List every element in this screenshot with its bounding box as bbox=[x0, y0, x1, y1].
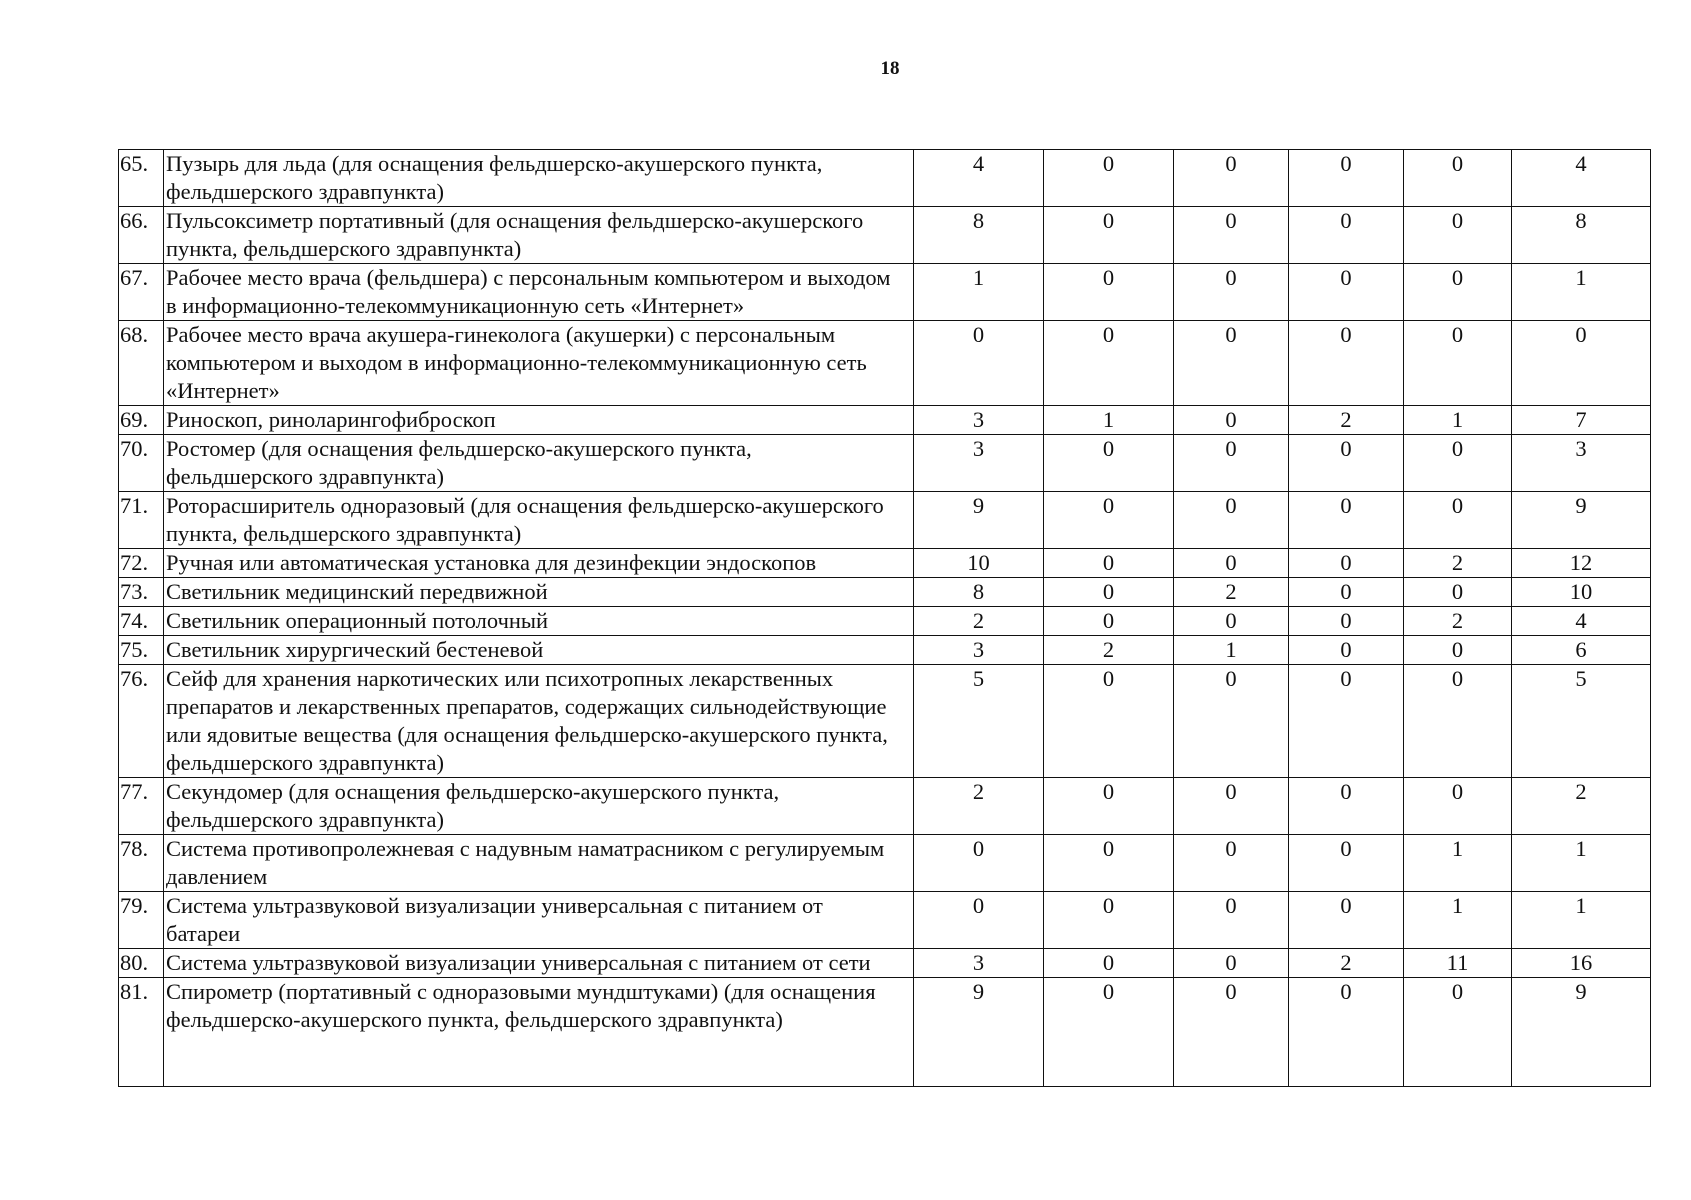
quantity-cell-5: 1 bbox=[1404, 835, 1512, 892]
equipment-name: Светильник операционный потолочный bbox=[164, 607, 914, 636]
equipment-name: Пузырь для льда (для оснащения фельдшерско-акушерского пункта, фельдшерского здравпункта) bbox=[164, 150, 914, 207]
quantity-cell-5: 0 bbox=[1404, 578, 1512, 607]
quantity-cell-2: 0 bbox=[1044, 835, 1174, 892]
quantity-cell-4: 0 bbox=[1289, 636, 1404, 665]
quantity-cell-3: 0 bbox=[1174, 150, 1289, 207]
quantity-cell-2: 0 bbox=[1044, 778, 1174, 835]
quantity-cell-3: 0 bbox=[1174, 207, 1289, 264]
quantity-cell-2: 0 bbox=[1044, 578, 1174, 607]
quantity-cell-1: 0 bbox=[914, 835, 1044, 892]
table-row bbox=[119, 578, 1651, 607]
quantity-cell-6: 9 bbox=[1512, 492, 1651, 549]
quantity-cell-2: 0 bbox=[1044, 892, 1174, 949]
equipment-table-body bbox=[119, 150, 1651, 1087]
quantity-cell-5: 0 bbox=[1404, 665, 1512, 778]
equipment-name: Светильник медицинский передвижной bbox=[164, 578, 914, 607]
table-row bbox=[119, 949, 1651, 978]
equipment-name: Ростомер (для оснащения фельдшерско-акушерского пункта, фельдшерского здравпункта) bbox=[164, 435, 914, 492]
quantity-cell-6: 7 bbox=[1512, 406, 1651, 435]
equipment-table bbox=[118, 149, 1651, 1087]
quantity-cell-1: 3 bbox=[914, 406, 1044, 435]
quantity-cell-4: 0 bbox=[1289, 607, 1404, 636]
quantity-cell-4: 0 bbox=[1289, 835, 1404, 892]
quantity-cell-3: 0 bbox=[1174, 978, 1289, 1087]
quantity-cell-5: 0 bbox=[1404, 492, 1512, 549]
table-row bbox=[119, 636, 1651, 665]
quantity-cell-1: 0 bbox=[914, 892, 1044, 949]
quantity-cell-1: 8 bbox=[914, 207, 1044, 264]
quantity-cell-1: 3 bbox=[914, 949, 1044, 978]
quantity-cell-6: 1 bbox=[1512, 892, 1651, 949]
row-number: 81. bbox=[119, 978, 164, 1087]
table-row bbox=[119, 406, 1651, 435]
quantity-cell-4: 0 bbox=[1289, 778, 1404, 835]
quantity-cell-3: 0 bbox=[1174, 435, 1289, 492]
quantity-cell-2: 0 bbox=[1044, 321, 1174, 406]
quantity-cell-1: 2 bbox=[914, 778, 1044, 835]
quantity-cell-3: 0 bbox=[1174, 406, 1289, 435]
quantity-cell-6: 4 bbox=[1512, 150, 1651, 207]
quantity-cell-5: 0 bbox=[1404, 778, 1512, 835]
quantity-cell-4: 0 bbox=[1289, 321, 1404, 406]
table-row bbox=[119, 835, 1651, 892]
quantity-cell-3: 0 bbox=[1174, 264, 1289, 321]
page-number: 18 bbox=[880, 58, 900, 79]
quantity-cell-3: 0 bbox=[1174, 892, 1289, 949]
quantity-cell-6: 2 bbox=[1512, 778, 1651, 835]
quantity-cell-4: 2 bbox=[1289, 406, 1404, 435]
row-number: 74. bbox=[119, 607, 164, 636]
quantity-cell-4: 0 bbox=[1289, 578, 1404, 607]
quantity-cell-5: 11 bbox=[1404, 949, 1512, 978]
quantity-cell-5: 0 bbox=[1404, 264, 1512, 321]
quantity-cell-4: 0 bbox=[1289, 978, 1404, 1087]
quantity-cell-5: 2 bbox=[1404, 549, 1512, 578]
equipment-name: Рабочее место врача акушера-гинеколога (акушерки) с персональным компьютером и выходом в информационно-телекоммуникационную сеть «Интернет» bbox=[164, 321, 914, 406]
quantity-cell-6: 12 bbox=[1512, 549, 1651, 578]
quantity-cell-3: 2 bbox=[1174, 578, 1289, 607]
quantity-cell-5: 0 bbox=[1404, 150, 1512, 207]
quantity-cell-6: 0 bbox=[1512, 321, 1651, 406]
quantity-cell-6: 6 bbox=[1512, 636, 1651, 665]
quantity-cell-5: 0 bbox=[1404, 435, 1512, 492]
quantity-cell-5: 1 bbox=[1404, 892, 1512, 949]
row-number: 80. bbox=[119, 949, 164, 978]
quantity-cell-1: 2 bbox=[914, 607, 1044, 636]
quantity-cell-1: 8 bbox=[914, 578, 1044, 607]
quantity-cell-3: 1 bbox=[1174, 636, 1289, 665]
quantity-cell-4: 0 bbox=[1289, 549, 1404, 578]
table-row bbox=[119, 264, 1651, 321]
equipment-name: Ручная или автоматическая установка для дезинфекции эндоскопов bbox=[164, 549, 914, 578]
quantity-cell-4: 0 bbox=[1289, 150, 1404, 207]
table-row bbox=[119, 665, 1651, 778]
quantity-cell-3: 0 bbox=[1174, 321, 1289, 406]
table-row bbox=[119, 978, 1651, 1087]
quantity-cell-3: 0 bbox=[1174, 549, 1289, 578]
row-number: 72. bbox=[119, 549, 164, 578]
table-row bbox=[119, 892, 1651, 949]
quantity-cell-2: 2 bbox=[1044, 636, 1174, 665]
row-number: 77. bbox=[119, 778, 164, 835]
equipment-name: Сейф для хранения наркотических или психотропных лекарственных препаратов и лекарственных препаратов, содержащих сильнодействующие или ядовитые вещества (для оснащения фельдшерско-акушерского пункта, фельдшерского здравпункта) bbox=[164, 665, 914, 778]
quantity-cell-1: 0 bbox=[914, 321, 1044, 406]
quantity-cell-2: 0 bbox=[1044, 264, 1174, 321]
quantity-cell-4: 2 bbox=[1289, 949, 1404, 978]
quantity-cell-2: 0 bbox=[1044, 207, 1174, 264]
row-number: 79. bbox=[119, 892, 164, 949]
quantity-cell-3: 0 bbox=[1174, 949, 1289, 978]
row-number: 75. bbox=[119, 636, 164, 665]
quantity-cell-2: 0 bbox=[1044, 978, 1174, 1087]
row-number: 66. bbox=[119, 207, 164, 264]
quantity-cell-1: 3 bbox=[914, 435, 1044, 492]
quantity-cell-6: 9 bbox=[1512, 978, 1651, 1087]
row-number: 70. bbox=[119, 435, 164, 492]
row-number: 76. bbox=[119, 665, 164, 778]
quantity-cell-1: 1 bbox=[914, 264, 1044, 321]
quantity-cell-6: 1 bbox=[1512, 264, 1651, 321]
table-row bbox=[119, 549, 1651, 578]
quantity-cell-2: 0 bbox=[1044, 150, 1174, 207]
quantity-cell-2: 0 bbox=[1044, 665, 1174, 778]
quantity-cell-4: 0 bbox=[1289, 207, 1404, 264]
table-row bbox=[119, 435, 1651, 492]
quantity-cell-1: 9 bbox=[914, 492, 1044, 549]
equipment-name: Секундомер (для оснащения фельдшерско-акушерского пункта, фельдшерского здравпункта) bbox=[164, 778, 914, 835]
equipment-name: Спирометр (портативный с одноразовыми мундштуками) (для оснащения фельдшерско-акушерского пункта, фельдшерского здравпункта) bbox=[164, 978, 914, 1087]
quantity-cell-1: 9 bbox=[914, 978, 1044, 1087]
quantity-cell-2: 0 bbox=[1044, 435, 1174, 492]
quantity-cell-3: 0 bbox=[1174, 835, 1289, 892]
quantity-cell-5: 0 bbox=[1404, 207, 1512, 264]
quantity-cell-2: 0 bbox=[1044, 492, 1174, 549]
quantity-cell-5: 0 bbox=[1404, 978, 1512, 1087]
quantity-cell-3: 0 bbox=[1174, 778, 1289, 835]
equipment-name: Рабочее место врача (фельдшера) с персональным компьютером и выходом в информационно-телекоммуникационную сеть «Интернет» bbox=[164, 264, 914, 321]
row-number: 73. bbox=[119, 578, 164, 607]
quantity-cell-6: 1 bbox=[1512, 835, 1651, 892]
equipment-name: Пульсоксиметр портативный (для оснащения фельдшерско-акушерского пункта, фельдшерского здравпункта) bbox=[164, 207, 914, 264]
table-row bbox=[119, 150, 1651, 207]
row-number: 78. bbox=[119, 835, 164, 892]
table-row bbox=[119, 778, 1651, 835]
quantity-cell-3: 0 bbox=[1174, 607, 1289, 636]
quantity-cell-2: 1 bbox=[1044, 406, 1174, 435]
quantity-cell-4: 0 bbox=[1289, 492, 1404, 549]
quantity-cell-4: 0 bbox=[1289, 892, 1404, 949]
quantity-cell-5: 2 bbox=[1404, 607, 1512, 636]
equipment-name: Роторасширитель одноразовый (для оснащения фельдшерско-акушерского пункта, фельдшерского здравпункта) bbox=[164, 492, 914, 549]
table-row bbox=[119, 492, 1651, 549]
quantity-cell-5: 1 bbox=[1404, 406, 1512, 435]
quantity-cell-1: 3 bbox=[914, 636, 1044, 665]
quantity-cell-3: 0 bbox=[1174, 492, 1289, 549]
quantity-cell-6: 5 bbox=[1512, 665, 1651, 778]
equipment-name: Система ультразвуковой визуализации универсальная с питанием от батареи bbox=[164, 892, 914, 949]
quantity-cell-1: 4 bbox=[914, 150, 1044, 207]
equipment-name: Система противопролежневая с надувным наматрасником с регулируемым давлением bbox=[164, 835, 914, 892]
table-row bbox=[119, 207, 1651, 264]
table-row bbox=[119, 607, 1651, 636]
quantity-cell-4: 0 bbox=[1289, 264, 1404, 321]
quantity-cell-2: 0 bbox=[1044, 549, 1174, 578]
quantity-cell-6: 4 bbox=[1512, 607, 1651, 636]
row-number: 71. bbox=[119, 492, 164, 549]
quantity-cell-6: 16 bbox=[1512, 949, 1651, 978]
quantity-cell-5: 0 bbox=[1404, 636, 1512, 665]
equipment-name: Светильник хирургический бестеневой bbox=[164, 636, 914, 665]
quantity-cell-4: 0 bbox=[1289, 665, 1404, 778]
quantity-cell-6: 3 bbox=[1512, 435, 1651, 492]
row-number: 69. bbox=[119, 406, 164, 435]
quantity-cell-2: 0 bbox=[1044, 949, 1174, 978]
row-number: 67. bbox=[119, 264, 164, 321]
quantity-cell-4: 0 bbox=[1289, 435, 1404, 492]
table-row bbox=[119, 321, 1651, 406]
row-number: 68. bbox=[119, 321, 164, 406]
quantity-cell-1: 5 bbox=[914, 665, 1044, 778]
quantity-cell-1: 10 bbox=[914, 549, 1044, 578]
quantity-cell-2: 0 bbox=[1044, 607, 1174, 636]
quantity-cell-5: 0 bbox=[1404, 321, 1512, 406]
equipment-name: Система ультразвуковой визуализации универсальная с питанием от сети bbox=[164, 949, 914, 978]
quantity-cell-6: 8 bbox=[1512, 207, 1651, 264]
row-number: 65. bbox=[119, 150, 164, 207]
quantity-cell-6: 10 bbox=[1512, 578, 1651, 607]
equipment-name: Риноскоп, риноларингофиброскоп bbox=[164, 406, 914, 435]
quantity-cell-3: 0 bbox=[1174, 665, 1289, 778]
